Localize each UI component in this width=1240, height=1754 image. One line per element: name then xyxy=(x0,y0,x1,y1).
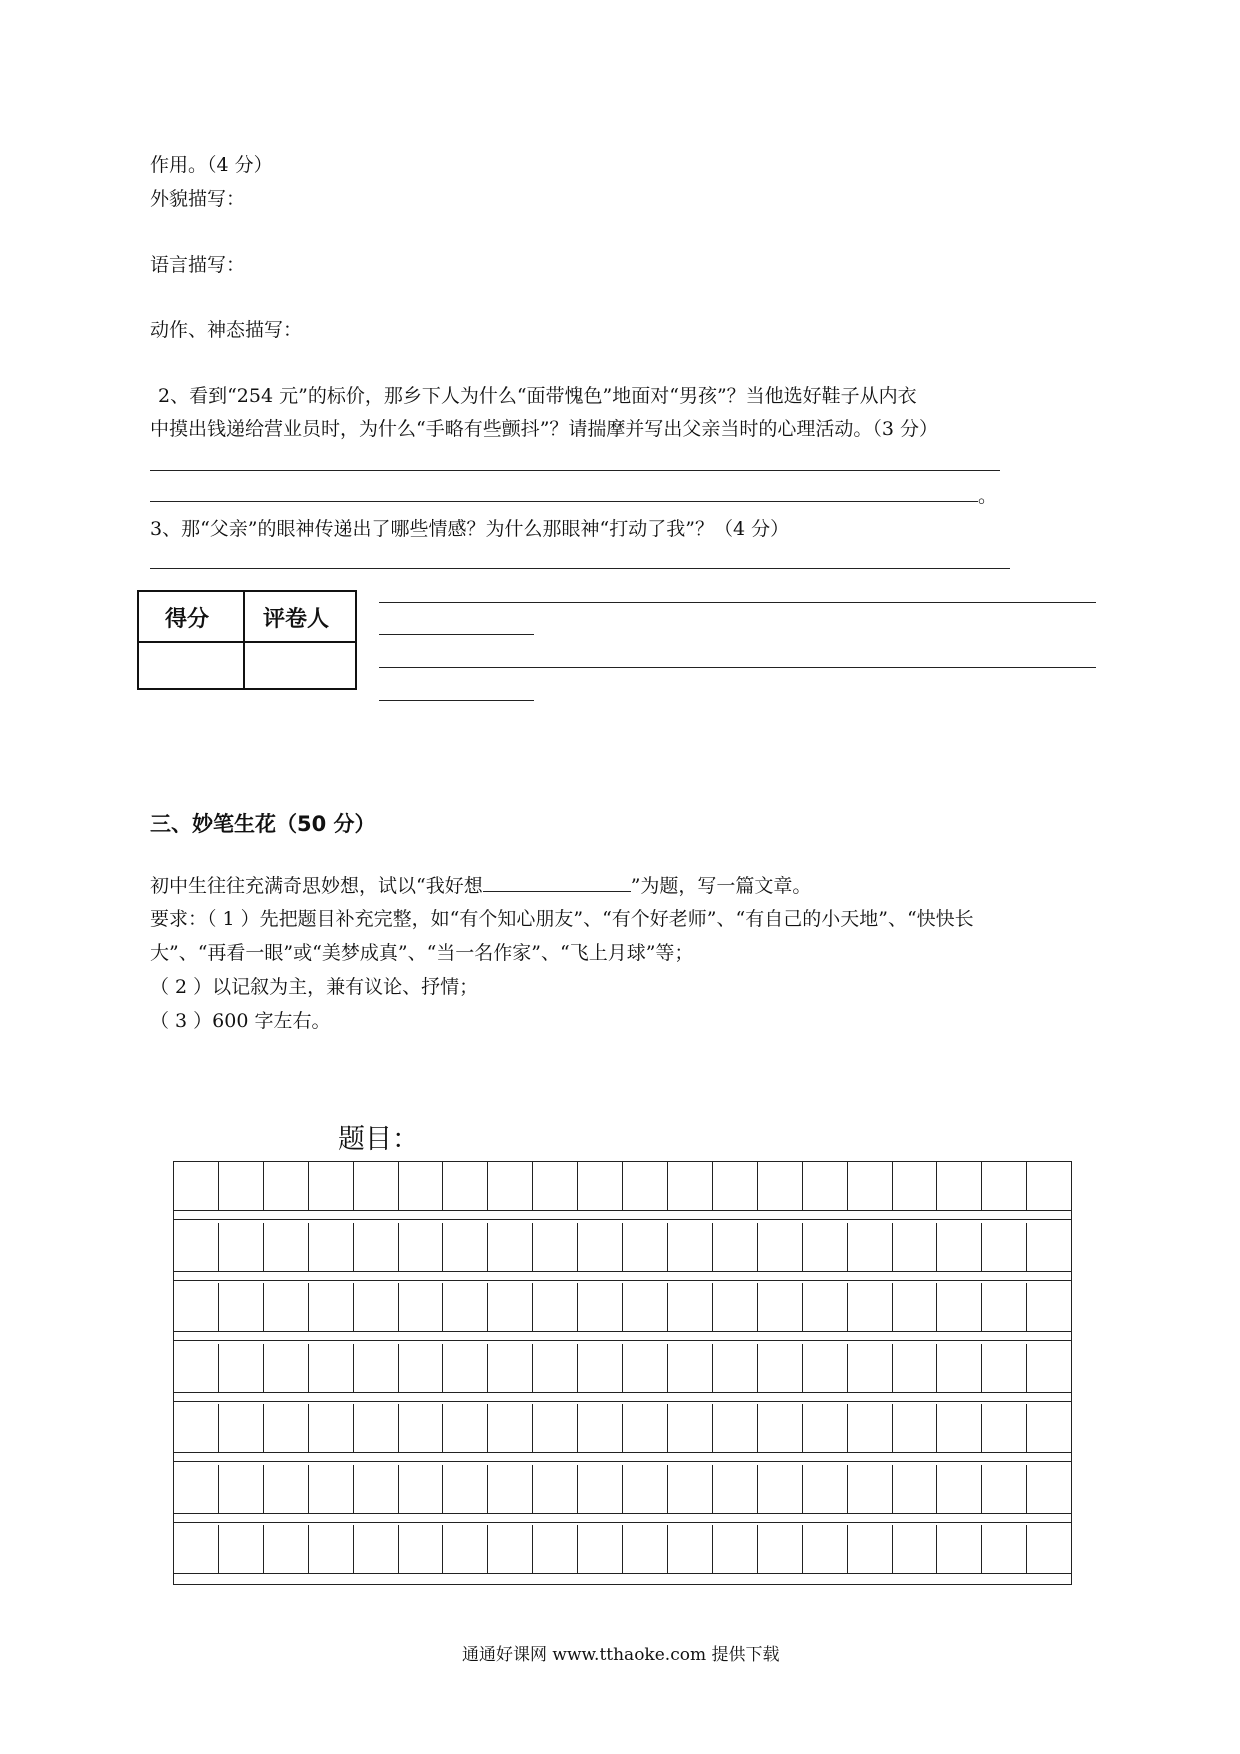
grid-cell[interactable] xyxy=(847,1525,892,1573)
grid-cell[interactable] xyxy=(847,1465,892,1513)
grid-cell[interactable] xyxy=(892,1465,937,1513)
grid-cell[interactable] xyxy=(757,1162,802,1210)
grid-cell[interactable] xyxy=(847,1223,892,1271)
grid-row xyxy=(174,1223,1071,1271)
grid-cell[interactable] xyxy=(892,1162,937,1210)
score-table xyxy=(137,590,357,690)
grid-cell[interactable] xyxy=(667,1344,712,1392)
grid-cell[interactable] xyxy=(174,1162,218,1210)
grid-cell[interactable] xyxy=(981,1465,1026,1513)
grid-cell[interactable] xyxy=(218,1283,263,1331)
grid-cell[interactable] xyxy=(218,1223,263,1271)
grid-cell[interactable] xyxy=(712,1465,757,1513)
grid-cell[interactable] xyxy=(308,1465,353,1513)
grid-cell[interactable] xyxy=(218,1344,263,1392)
requirement-1-line1: 要求：（ 1 ）先把题目补充完整，如“有个知心朋友”、“有个好老师”、“有自己的小天地”、“快快长 xyxy=(150,908,974,930)
grid-cell[interactable] xyxy=(532,1465,577,1513)
q1-appearance-label: 外貌描写： xyxy=(150,188,246,210)
grid-cell[interactable] xyxy=(263,1404,308,1452)
grid-cell[interactable] xyxy=(712,1404,757,1452)
grid-cell[interactable] xyxy=(532,1404,577,1452)
grid-cell[interactable] xyxy=(847,1283,892,1331)
grid-cell[interactable] xyxy=(622,1283,667,1331)
grid-cell[interactable] xyxy=(398,1283,443,1331)
requirement-1-line2: 大”、“再看一眼”或“美梦成真”、“当一名作家”、“飞上月球”等； xyxy=(150,942,694,964)
grid-cell[interactable] xyxy=(577,1404,622,1452)
grid-cell[interactable] xyxy=(532,1344,577,1392)
grid-cell[interactable] xyxy=(442,1465,487,1513)
grid-cell[interactable] xyxy=(712,1162,757,1210)
grid-cell[interactable] xyxy=(577,1162,622,1210)
grid-cell[interactable] xyxy=(353,1162,398,1210)
grid-cell[interactable] xyxy=(532,1525,577,1573)
grid-cell[interactable] xyxy=(802,1465,847,1513)
answer-line[interactable] xyxy=(379,602,1096,603)
grid-cell[interactable] xyxy=(263,1465,308,1513)
grid-cell[interactable] xyxy=(353,1525,398,1573)
essay-title-blank[interactable] xyxy=(483,873,631,892)
grid-cell[interactable] xyxy=(442,1162,487,1210)
grid-row xyxy=(174,1344,1071,1392)
grid-row xyxy=(174,1404,1071,1452)
grid-cell[interactable] xyxy=(757,1465,802,1513)
grid-cell[interactable] xyxy=(308,1223,353,1271)
grid-cell[interactable] xyxy=(442,1525,487,1573)
grid-cell[interactable] xyxy=(847,1344,892,1392)
grid-cell[interactable] xyxy=(667,1465,712,1513)
grid-cell[interactable] xyxy=(487,1404,532,1452)
grid-cell[interactable] xyxy=(308,1525,353,1573)
q1-tail: 作用。（4 分） xyxy=(150,154,273,176)
grid-cell[interactable] xyxy=(936,1404,981,1452)
grid-cell[interactable] xyxy=(936,1465,981,1513)
answer-line[interactable] xyxy=(379,667,1096,668)
grid-cell[interactable] xyxy=(1026,1344,1071,1392)
grid-cell[interactable] xyxy=(308,1344,353,1392)
grid-row xyxy=(174,1525,1071,1573)
grid-cell[interactable] xyxy=(353,1283,398,1331)
answer-line[interactable] xyxy=(150,470,1000,471)
grid-cell[interactable] xyxy=(532,1162,577,1210)
grid-cell[interactable] xyxy=(174,1404,218,1452)
grader-header: 评卷人 xyxy=(263,607,330,632)
grid-cell[interactable] xyxy=(398,1404,443,1452)
grid-cell[interactable] xyxy=(622,1404,667,1452)
grid-cell[interactable] xyxy=(847,1404,892,1452)
answer-line[interactable] xyxy=(150,568,1010,569)
grid-cell[interactable] xyxy=(667,1404,712,1452)
q2-period: 。 xyxy=(978,485,998,507)
grid-cell[interactable] xyxy=(981,1162,1026,1210)
requirement-2: （ 2 ）以记叙为主，兼有议论、抒情； xyxy=(150,976,479,998)
answer-line[interactable] xyxy=(150,501,978,502)
grid-cell[interactable] xyxy=(936,1525,981,1573)
q2-line2: 中摸出钱递给营业员时，为什么“手略有些颤抖”？请揣摩并写出父亲当时的心理活动。（3 分） xyxy=(150,418,939,440)
grid-cell[interactable] xyxy=(892,1404,937,1452)
grid-cell[interactable] xyxy=(802,1344,847,1392)
grid-cell[interactable] xyxy=(847,1162,892,1210)
grid-cell[interactable] xyxy=(667,1223,712,1271)
grid-cell[interactable] xyxy=(487,1223,532,1271)
essay-prompt xyxy=(150,873,811,898)
grid-cell[interactable] xyxy=(577,1525,622,1573)
grid-cell[interactable] xyxy=(936,1162,981,1210)
grid-cell[interactable] xyxy=(981,1344,1026,1392)
grid-cell[interactable] xyxy=(1026,1223,1071,1271)
grid-cell[interactable] xyxy=(308,1162,353,1210)
grid-cell[interactable] xyxy=(532,1223,577,1271)
q1-action-label: 动作、神态描写： xyxy=(150,319,303,341)
grid-cell[interactable] xyxy=(174,1525,218,1573)
essay-prompt-before: 初中生往往充满奇思妙想，试以“我好想 xyxy=(150,875,483,897)
grid-cell[interactable] xyxy=(174,1283,218,1331)
grid-row xyxy=(174,1283,1071,1331)
grid-cell[interactable] xyxy=(487,1465,532,1513)
grid-cell[interactable] xyxy=(398,1162,443,1210)
answer-line[interactable] xyxy=(379,634,534,635)
grid-cell[interactable] xyxy=(757,1525,802,1573)
grid-cell[interactable] xyxy=(487,1162,532,1210)
grid-cell[interactable] xyxy=(757,1404,802,1452)
grid-cell[interactable] xyxy=(622,1162,667,1210)
grid-cell[interactable] xyxy=(353,1223,398,1271)
grid-cell[interactable] xyxy=(892,1223,937,1271)
grid-row xyxy=(174,1465,1071,1513)
grid-cell[interactable] xyxy=(577,1283,622,1331)
grid-cell[interactable] xyxy=(353,1344,398,1392)
grid-cell[interactable] xyxy=(532,1283,577,1331)
grid-cell[interactable] xyxy=(712,1525,757,1573)
grid-cell[interactable] xyxy=(622,1223,667,1271)
grid-cell[interactable] xyxy=(263,1525,308,1573)
grid-cell[interactable] xyxy=(218,1465,263,1513)
answer-line[interactable] xyxy=(379,700,534,701)
grid-cell[interactable] xyxy=(1026,1283,1071,1331)
essay-prompt-after: ”为题，写一篇文章。 xyxy=(630,875,812,897)
grid-cell[interactable] xyxy=(1026,1162,1071,1210)
grid-cell[interactable] xyxy=(398,1525,443,1573)
grid-cell[interactable] xyxy=(802,1162,847,1210)
grid-cell[interactable] xyxy=(263,1162,308,1210)
grid-row xyxy=(174,1162,1071,1210)
grid-cell[interactable] xyxy=(802,1223,847,1271)
writing-grid[interactable] xyxy=(173,1161,1072,1585)
grid-cell[interactable] xyxy=(263,1283,308,1331)
score-header: 得分 xyxy=(165,607,210,632)
grid-cell[interactable] xyxy=(622,1465,667,1513)
grid-cell[interactable] xyxy=(398,1465,443,1513)
grid-cell[interactable] xyxy=(577,1223,622,1271)
q2-line1: 2、看到“254 元”的标价，那乡下人为什么“面带愧色”地面对“男孩”？当他选好鞋子从内衣 xyxy=(158,385,917,407)
grid-cell[interactable] xyxy=(442,1283,487,1331)
grid-cell[interactable] xyxy=(308,1283,353,1331)
grid-cell[interactable] xyxy=(1026,1404,1071,1452)
grid-cell[interactable] xyxy=(174,1223,218,1271)
grid-cell[interactable] xyxy=(892,1283,937,1331)
grid-cell[interactable] xyxy=(712,1223,757,1271)
grid-cell[interactable] xyxy=(981,1525,1026,1573)
grid-cell[interactable] xyxy=(1026,1465,1071,1513)
grid-cell[interactable] xyxy=(487,1525,532,1573)
grid-cell[interactable] xyxy=(622,1525,667,1573)
grid-cell[interactable] xyxy=(802,1525,847,1573)
grid-cell[interactable] xyxy=(802,1283,847,1331)
grid-cell[interactable] xyxy=(442,1344,487,1392)
grid-cell[interactable] xyxy=(757,1344,802,1392)
essay-title-label: 题目： xyxy=(338,1124,419,1155)
grid-cell[interactable] xyxy=(353,1465,398,1513)
grid-cell[interactable] xyxy=(218,1404,263,1452)
grid-cell[interactable] xyxy=(936,1223,981,1271)
grid-cell[interactable] xyxy=(263,1223,308,1271)
grid-cell[interactable] xyxy=(936,1344,981,1392)
grid-cell[interactable] xyxy=(487,1283,532,1331)
grid-cell[interactable] xyxy=(577,1465,622,1513)
grid-cell[interactable] xyxy=(981,1283,1026,1331)
requirement-3: （ 3 ）600 字左右。 xyxy=(150,1010,331,1032)
grid-cell[interactable] xyxy=(802,1404,847,1452)
section-title: 三、妙笔生花（50 分） xyxy=(150,812,376,836)
grid-cell[interactable] xyxy=(442,1404,487,1452)
grid-cell[interactable] xyxy=(892,1525,937,1573)
grid-cell[interactable] xyxy=(577,1344,622,1392)
grid-cell[interactable] xyxy=(174,1465,218,1513)
grid-cell[interactable] xyxy=(667,1525,712,1573)
grid-cell[interactable] xyxy=(1026,1525,1071,1573)
grid-cell[interactable] xyxy=(263,1344,308,1392)
footer-text: 通通好课网 www.tthaoke.com 提供下载 xyxy=(462,1645,780,1665)
grid-cell[interactable] xyxy=(622,1344,667,1392)
grid-cell[interactable] xyxy=(398,1223,443,1271)
q3-text: 3、那“父亲”的眼神传递出了哪些情感？为什么那眼神“打动了我”？（4 分） xyxy=(150,518,790,540)
grid-cell[interactable] xyxy=(667,1283,712,1331)
grid-cell[interactable] xyxy=(487,1344,532,1392)
grid-cell[interactable] xyxy=(757,1223,802,1271)
grid-cell[interactable] xyxy=(981,1223,1026,1271)
grid-cell[interactable] xyxy=(442,1223,487,1271)
grid-cell[interactable] xyxy=(936,1283,981,1331)
grid-cell[interactable] xyxy=(667,1162,712,1210)
grid-cell[interactable] xyxy=(218,1525,263,1573)
grid-cell[interactable] xyxy=(308,1404,353,1452)
grid-cell[interactable] xyxy=(398,1344,443,1392)
grid-cell[interactable] xyxy=(174,1344,218,1392)
grid-cell[interactable] xyxy=(712,1283,757,1331)
grid-cell[interactable] xyxy=(757,1283,802,1331)
grid-cell[interactable] xyxy=(712,1344,757,1392)
grid-cell[interactable] xyxy=(981,1404,1026,1452)
grid-cell[interactable] xyxy=(218,1162,263,1210)
grid-cell[interactable] xyxy=(353,1404,398,1452)
grid-cell[interactable] xyxy=(892,1344,937,1392)
q1-speech-label: 语言描写： xyxy=(150,254,246,276)
